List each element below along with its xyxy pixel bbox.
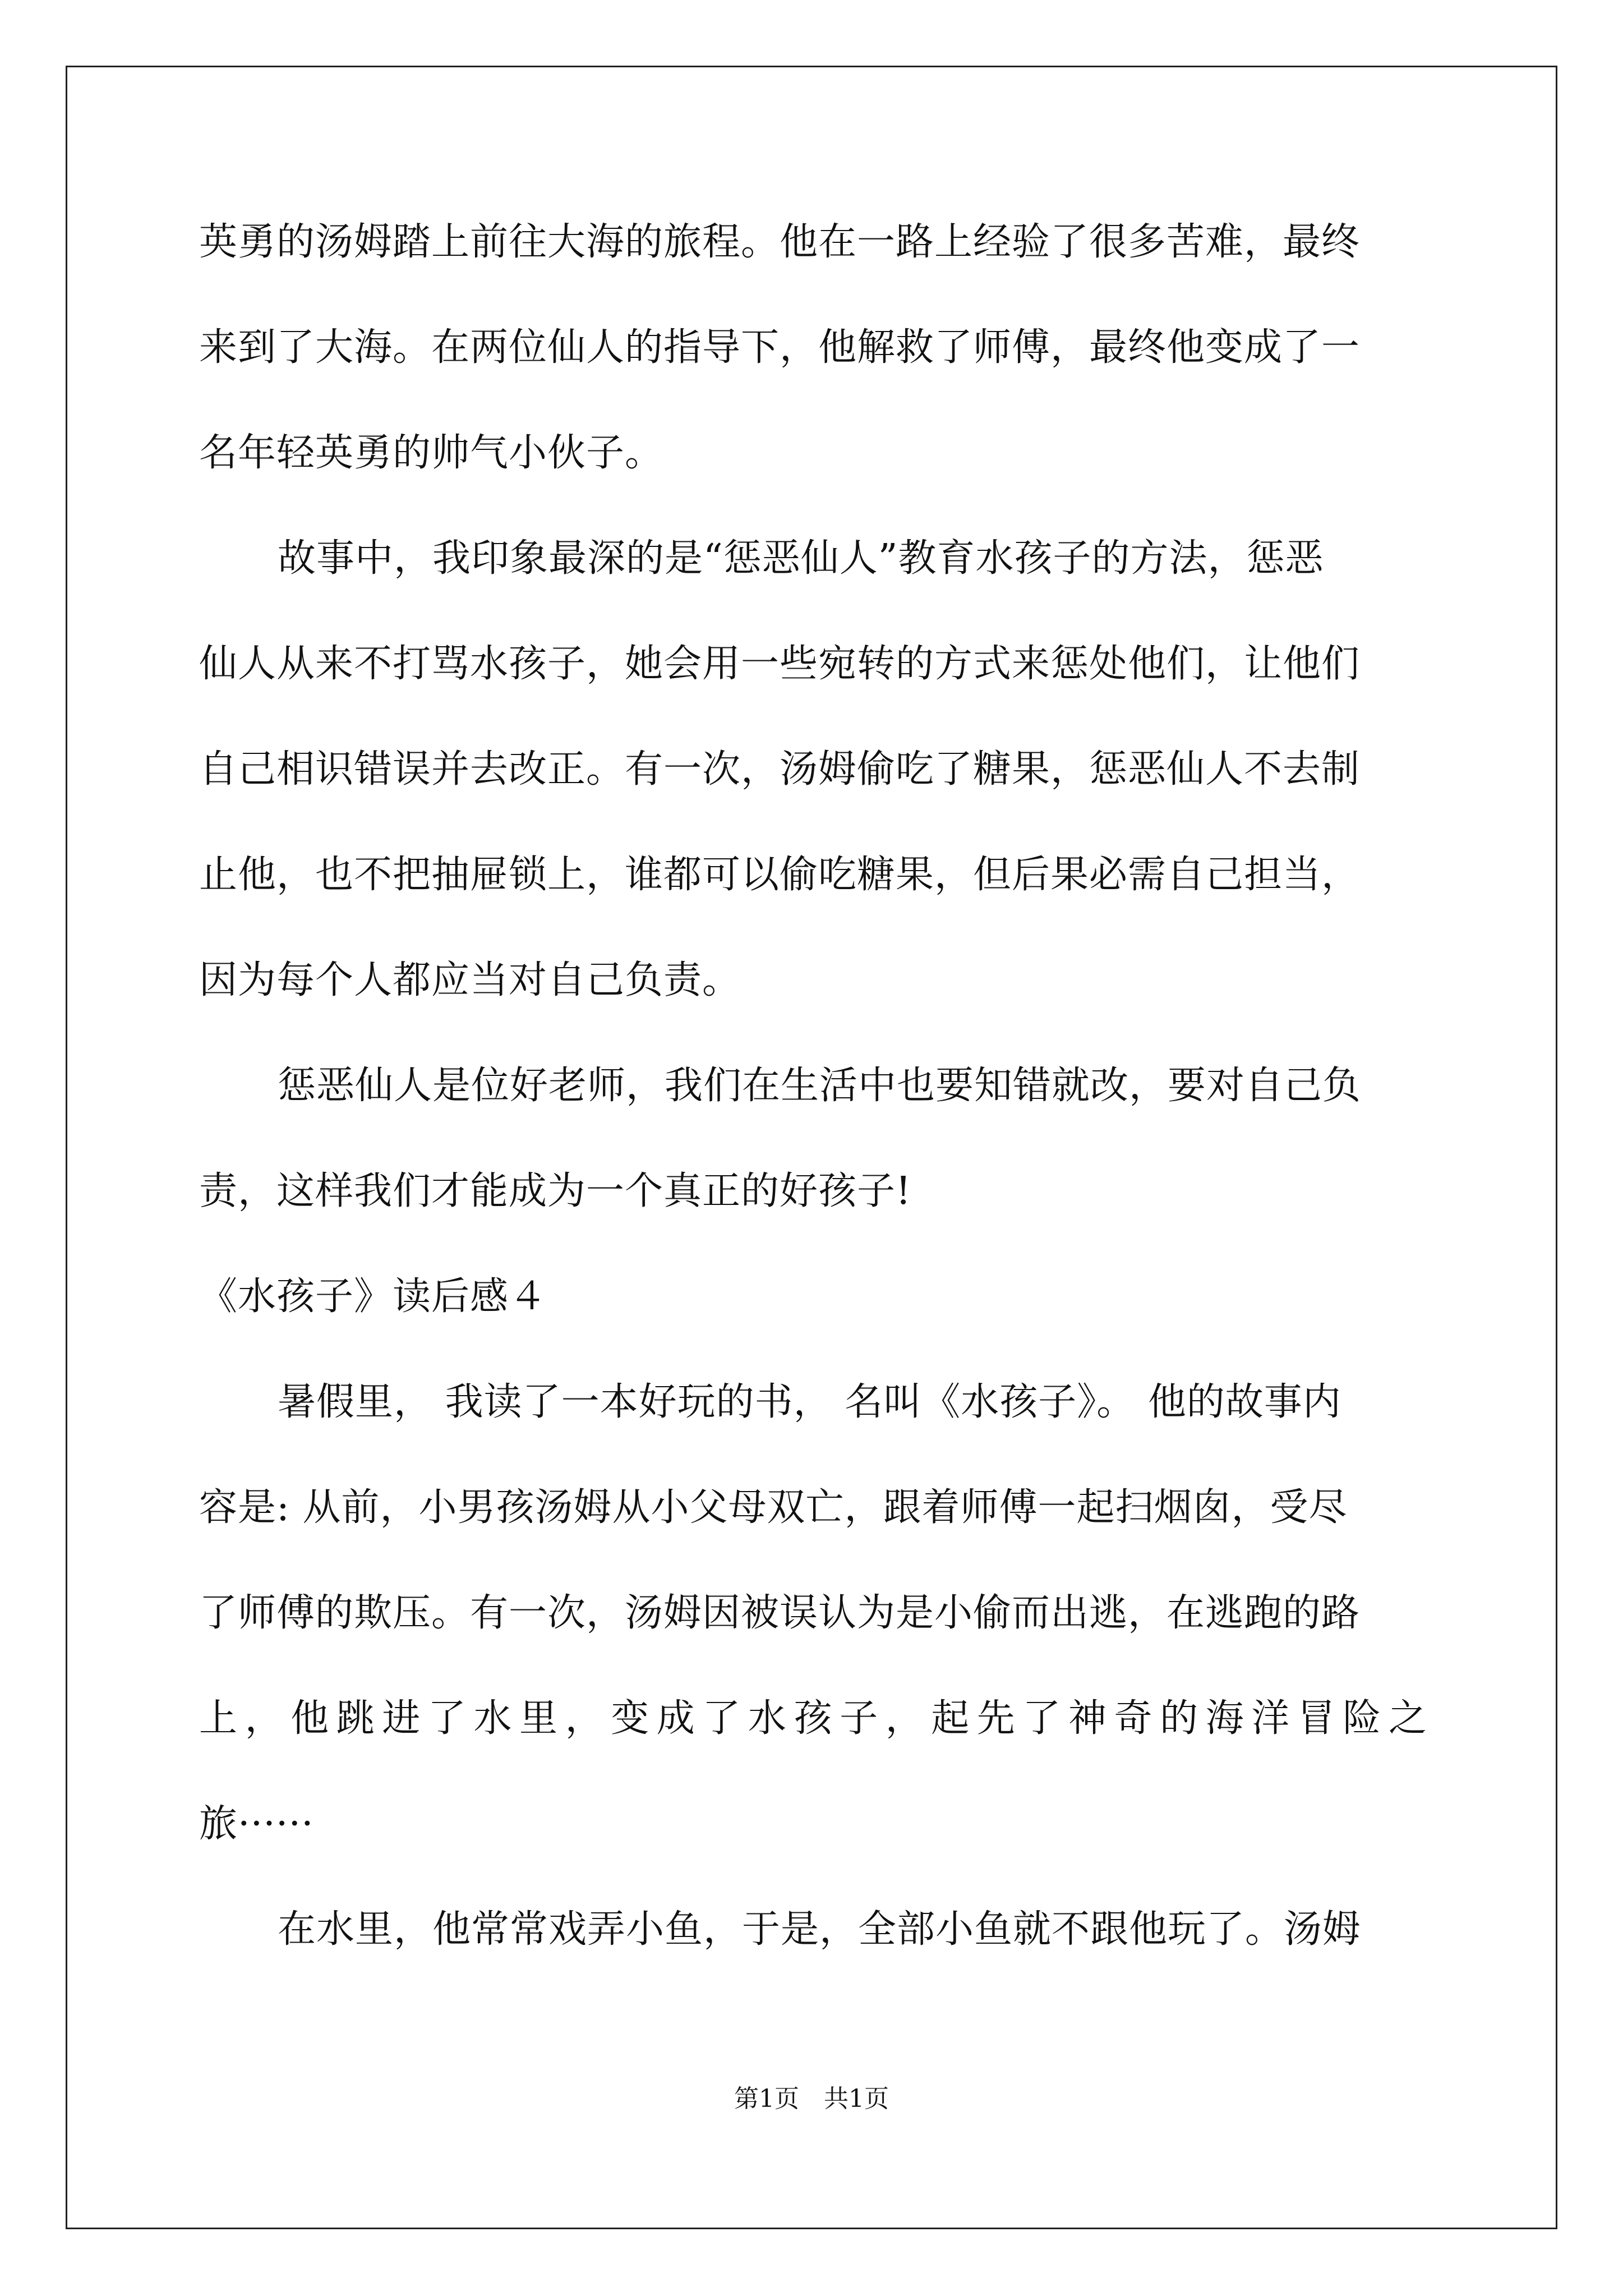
text-line: 英勇的汤姆踏上前往大海的旅程。他在一路上经验了很多苦难，最终: [199, 220, 1361, 264]
section-heading: 《水孩子》读后感４: [199, 1274, 548, 1319]
text-line: 责，这样我们才能成为一个真正的好孩子!: [199, 1169, 912, 1213]
text-line: 来到了大海。在两位仙人的指导下，他解救了师傅，最终他变成了一: [199, 325, 1361, 370]
text-line: 名年轻英勇的帅气小伙子。: [199, 431, 664, 475]
text-line: 止他，也不把抽屉锁上，谁都可以偷吃糖果，但后果必需自己担当，: [199, 853, 1361, 897]
text-line: 了师傅的欺压。有一次，汤姆因被误认为是小偷而出逃，在逃跑的路: [199, 1591, 1361, 1635]
text-line: 上，他跳进了水里，变成了水孩子，起先了神奇的海洋冒险之: [199, 1696, 1427, 1741]
paragraph-first-line: 惩恶仙人是位好老师，我们在生活中也要知错就改，要对自己负: [278, 1064, 1362, 1108]
paragraph-first-line: 暑假里， 我读了一本好玩的书， 名叫《水孩子》。 他的故事内: [278, 1380, 1341, 1424]
text-line: 旅······: [199, 1802, 314, 1846]
page-number-footer: 第1页 共1页: [734, 2085, 889, 2113]
text-line: 仙人从来不打骂水孩子，她会用一些宛转的方式来惩处他们，让他们: [199, 642, 1361, 686]
paragraph-first-line: 在水里，他常常戏弄小鱼，于是，全部小鱼就不跟他玩了。汤姆: [278, 1907, 1362, 1952]
paragraph-first-line: 故事中，我印象最深的是“惩恶仙人”教育水孩子的方法，惩恶: [278, 536, 1324, 581]
text-line: 因为每个人都应当对自己负责。: [199, 958, 741, 1002]
document-body: [199, 216, 1427, 2009]
text-line: 容是: 从前，小男孩汤姆从小父母双亡，跟着师傅一起扫烟囱，受尽: [199, 1485, 1348, 1530]
text-line: 自己相识错误并去改正。有一次，汤姆偷吃了糖果，惩恶仙人不去制: [199, 747, 1361, 792]
